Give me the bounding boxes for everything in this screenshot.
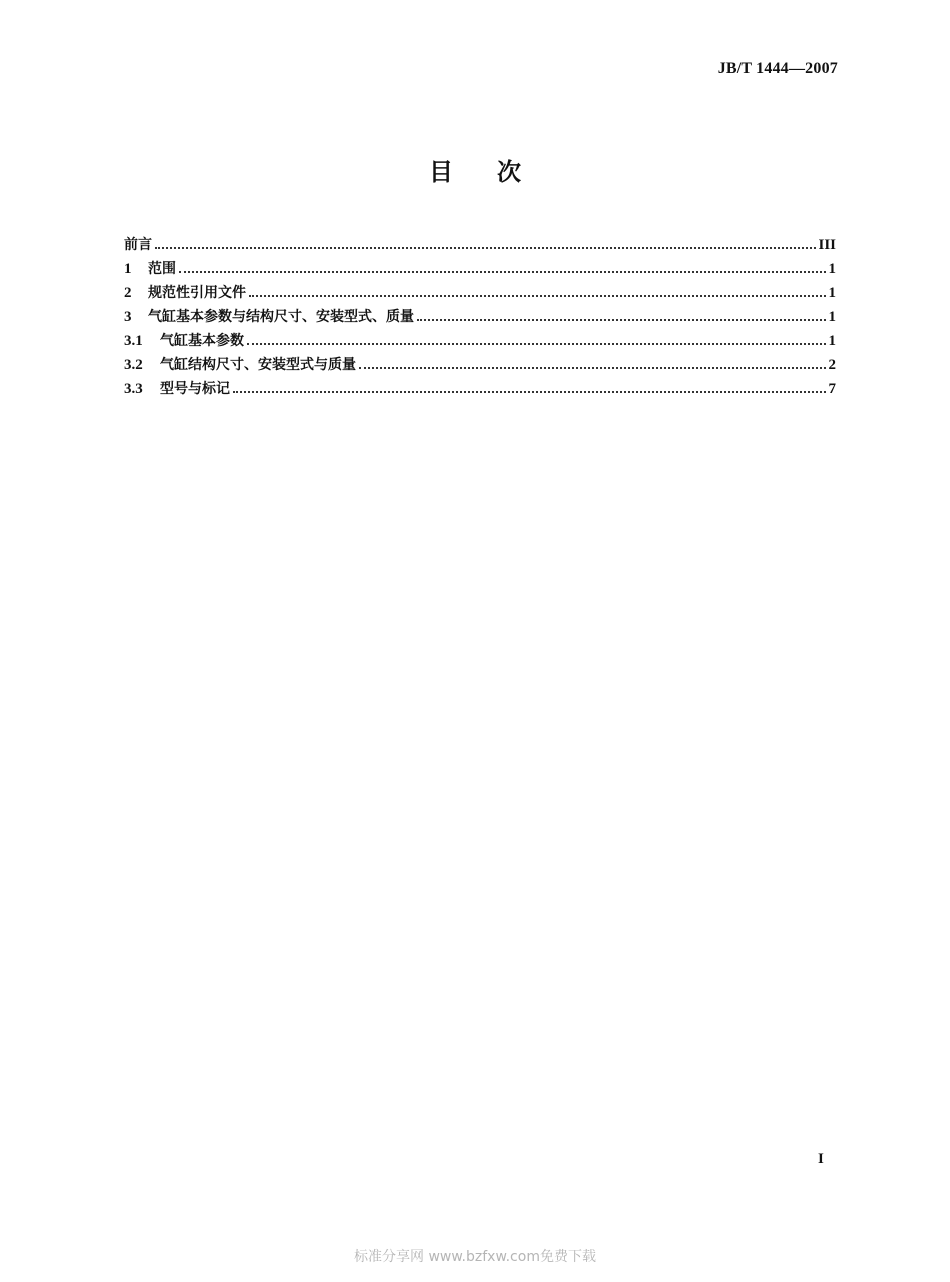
toc-entry-page: 1 — [828, 285, 836, 301]
toc-entry-number: 3 — [124, 309, 132, 325]
toc-entry-foreword[interactable] — [124, 230, 836, 254]
toc-title-char-1: 目 — [429, 158, 453, 186]
toc-entry-section-3-3[interactable] — [124, 374, 836, 398]
table-of-contents — [124, 230, 836, 398]
toc-leader-dots — [155, 247, 816, 249]
toc-leader-dots — [247, 343, 826, 345]
toc-entry-page: 7 — [828, 381, 836, 397]
toc-entry-number: 3.1 — [124, 333, 143, 349]
toc-entry-page: 1 — [828, 261, 836, 277]
toc-entry-normative-references[interactable] — [124, 278, 836, 302]
page-number: I — [818, 1151, 824, 1167]
toc-entry-label: 前言 — [124, 237, 152, 253]
standard-code: JB/T 1444—2007 — [717, 60, 838, 77]
toc-entry-number: 2 — [124, 285, 132, 301]
toc-title — [0, 152, 950, 187]
toc-entry-page: 1 — [828, 333, 836, 349]
toc-entry-label: 气缸基本参数 — [160, 333, 244, 349]
toc-title-char-2: 次 — [497, 158, 521, 186]
toc-entry-number: 3.3 — [124, 381, 143, 397]
toc-entry-label: 型号与标记 — [160, 381, 230, 397]
toc-entry-page: III — [818, 237, 836, 253]
toc-entry-number: 3.2 — [124, 357, 143, 373]
toc-leader-dots — [359, 367, 826, 369]
toc-entry-section-3-1[interactable] — [124, 326, 836, 350]
toc-leader-dots — [249, 295, 826, 297]
toc-entry-section-3-2[interactable] — [124, 350, 836, 374]
toc-entry-scope[interactable] — [124, 254, 836, 278]
toc-entry-label: 气缸结构尺寸、安装型式与质量 — [160, 357, 356, 373]
toc-entry-page: 2 — [828, 357, 836, 373]
toc-entry-section-3[interactable] — [124, 302, 836, 326]
toc-leader-dots — [179, 271, 826, 273]
toc-leader-dots — [233, 391, 826, 393]
toc-leader-dots — [417, 319, 826, 321]
toc-entry-label: 规范性引用文件 — [148, 285, 246, 301]
toc-entry-label: 气缸基本参数与结构尺寸、安装型式、质量 — [148, 309, 414, 325]
watermark: 标准分享网 www.bzfxw.com免费下载 — [354, 1249, 596, 1265]
toc-entry-page: 1 — [828, 309, 836, 325]
toc-entry-number: 1 — [124, 261, 132, 277]
toc-entry-label: 范围 — [148, 261, 176, 277]
